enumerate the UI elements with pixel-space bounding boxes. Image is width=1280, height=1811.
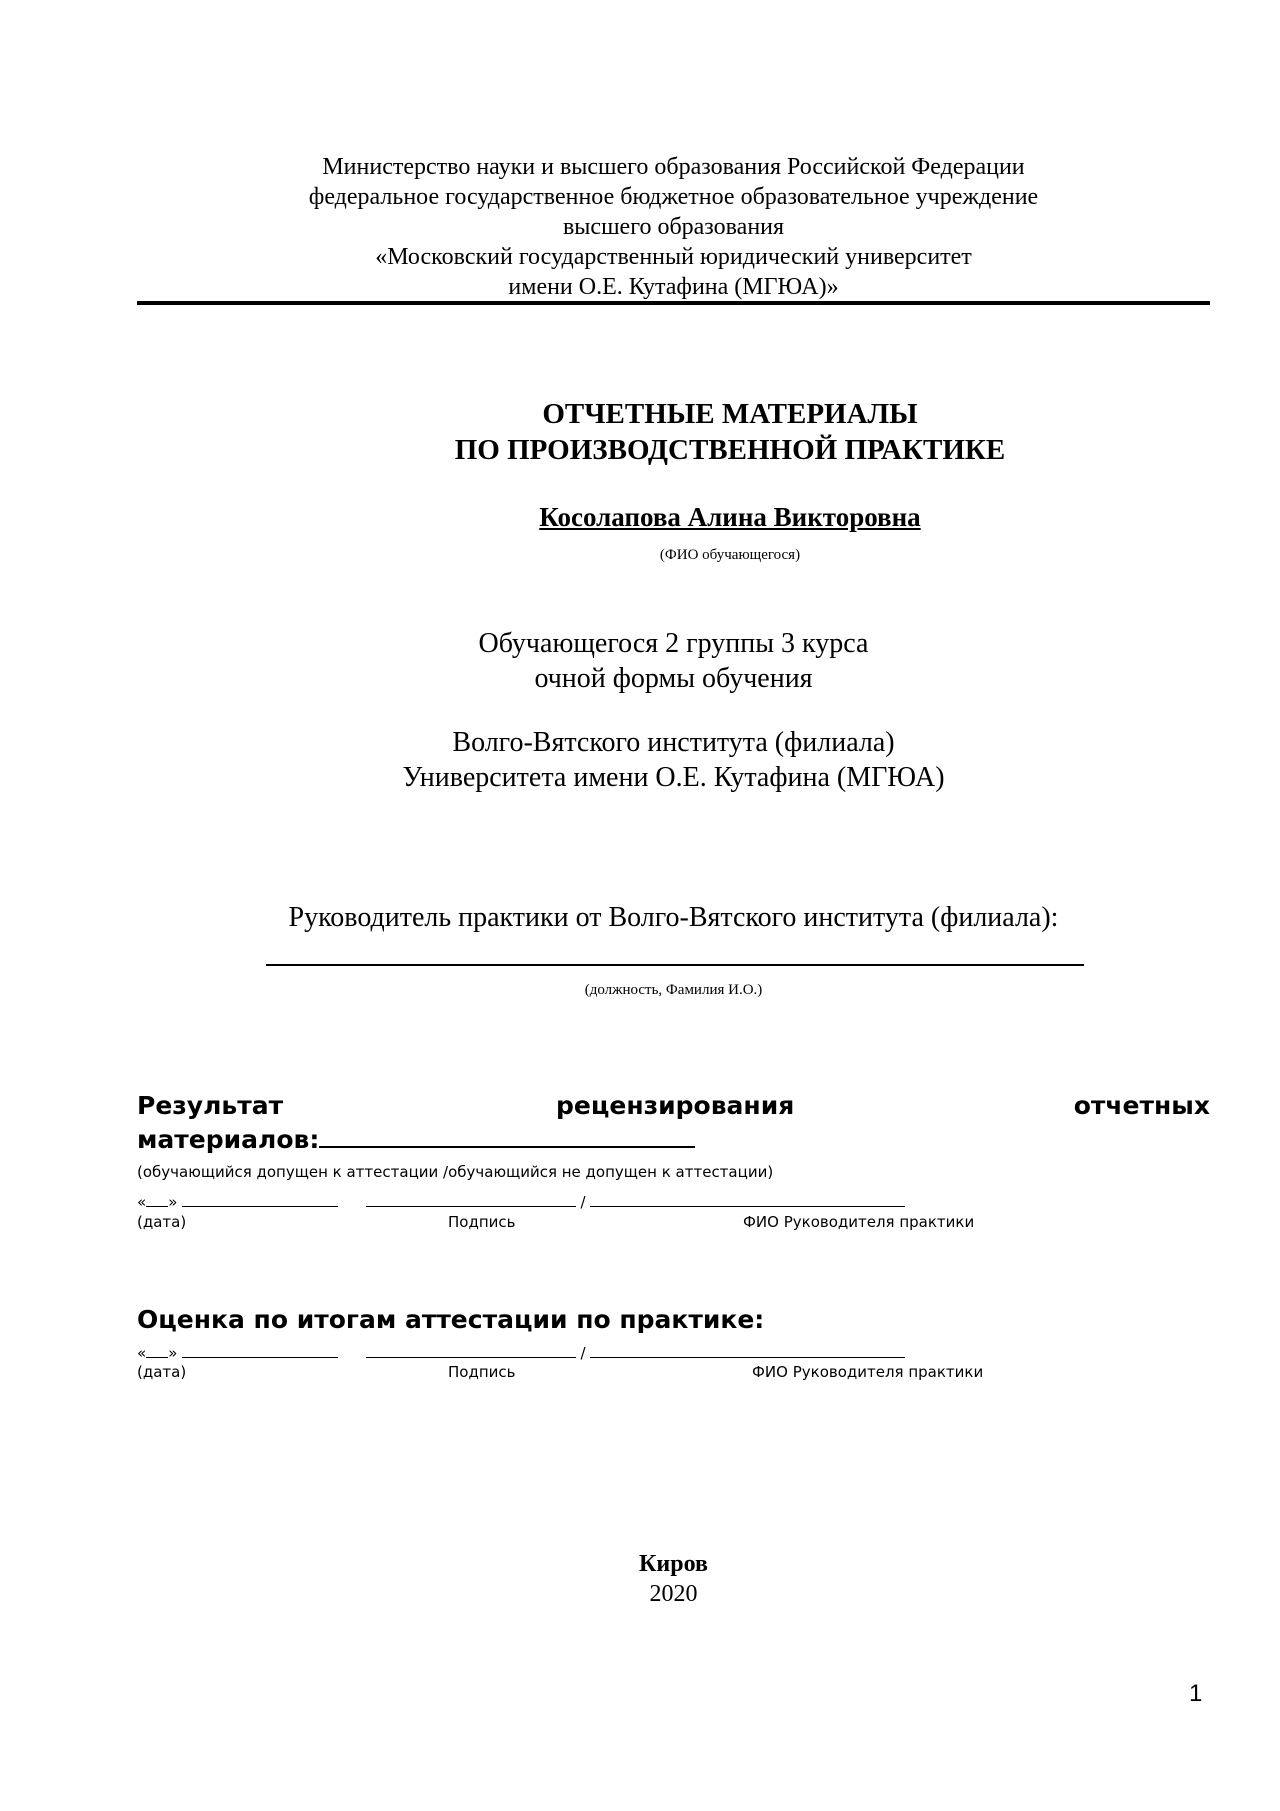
review-slash: / [580, 1193, 586, 1211]
review-signature-row [137, 1193, 905, 1211]
supervisor-caption: (должность, Фамилия И.О.) [584, 982, 763, 998]
grade-signature-label: Подпись [448, 1363, 516, 1381]
review-title-row-2 [137, 1122, 695, 1155]
grade-slash: / [580, 1344, 586, 1362]
review-result-field [319, 1122, 695, 1148]
header-divider [137, 301, 1210, 305]
grade-signature-row [137, 1344, 905, 1362]
header-institution-type: федеральное государственное бюджетное образовательное учреждение [308, 184, 1039, 210]
header-university-name: имени О.Е. Кутафина (МГЮА)» [508, 274, 839, 300]
review-fio-field [590, 1194, 905, 1207]
header-block [137, 152, 1210, 302]
study-form: очной формы обучения [534, 663, 813, 694]
grade-title: Оценка по итогам аттестации по практике: [137, 1305, 765, 1334]
supervisor-label: Руководитель практики от Волго-Вятского института (филиала): [288, 902, 1059, 933]
review-note: (обучающийся допущен к аттестации /обучающийся не допущен к аттестации) [137, 1163, 774, 1181]
grade-fio-field [590, 1345, 905, 1358]
review-word-result: Результат [137, 1091, 284, 1120]
footer-city: Киров [639, 1551, 708, 1577]
grade-date-label: (дата) [137, 1363, 187, 1381]
header-education-level: высшего образования [562, 214, 785, 240]
review-day-field [146, 1194, 168, 1207]
grade-quote-open: « [137, 1344, 147, 1362]
footer-year: 2020 [649, 1581, 698, 1607]
review-signature-label: Подпись [448, 1213, 516, 1231]
study-block [137, 626, 1210, 696]
title-line-1: ОТЧЕТНЫЕ МАТЕРИАЛЫ [542, 398, 918, 430]
supervisor-signature-line [266, 964, 1084, 966]
institute-block [137, 725, 1210, 795]
review-word-materials: материалов: [137, 1125, 320, 1154]
page-number: 1 [1189, 1680, 1203, 1707]
review-word-reports: отчетных [1073, 1091, 1210, 1120]
study-group-course: Обучающегося 2 группы 3 курса [478, 628, 869, 659]
review-month-field [182, 1194, 338, 1207]
review-fio-label: ФИО Руководителя практики [743, 1213, 975, 1231]
review-word-reviewing: рецензирования [556, 1091, 795, 1120]
review-quote-open: « [137, 1193, 147, 1211]
grade-fio-label: ФИО Руководителя практики [752, 1363, 984, 1381]
title-line-2: ПО ПРОИЗВОДСТВЕННОЙ ПРАКТИКЕ [454, 434, 1006, 466]
header-university: «Московский государственный юридический университет [375, 244, 972, 270]
review-date-label: (дата) [137, 1213, 187, 1231]
grade-day-field [146, 1345, 168, 1358]
institute-line-2: Университета имени О.Е. Кутафина (МГЮА) [402, 762, 945, 793]
document-title [360, 396, 1100, 468]
grade-signature-field [366, 1345, 576, 1358]
institute-line-1: Волго-Вятского института (филиала) [452, 727, 895, 758]
grade-quote-close: » [168, 1344, 178, 1362]
header-ministry: Министерство науки и высшего образования Российской Федерации [322, 154, 1025, 180]
student-caption: (ФИО обучающегося) [659, 547, 801, 563]
grade-month-field [182, 1345, 338, 1358]
student-block [360, 502, 1100, 533]
student-name: Косолапова Алина Викторовна [539, 502, 921, 532]
review-quote-close: » [168, 1193, 178, 1211]
review-signature-field [366, 1194, 576, 1207]
